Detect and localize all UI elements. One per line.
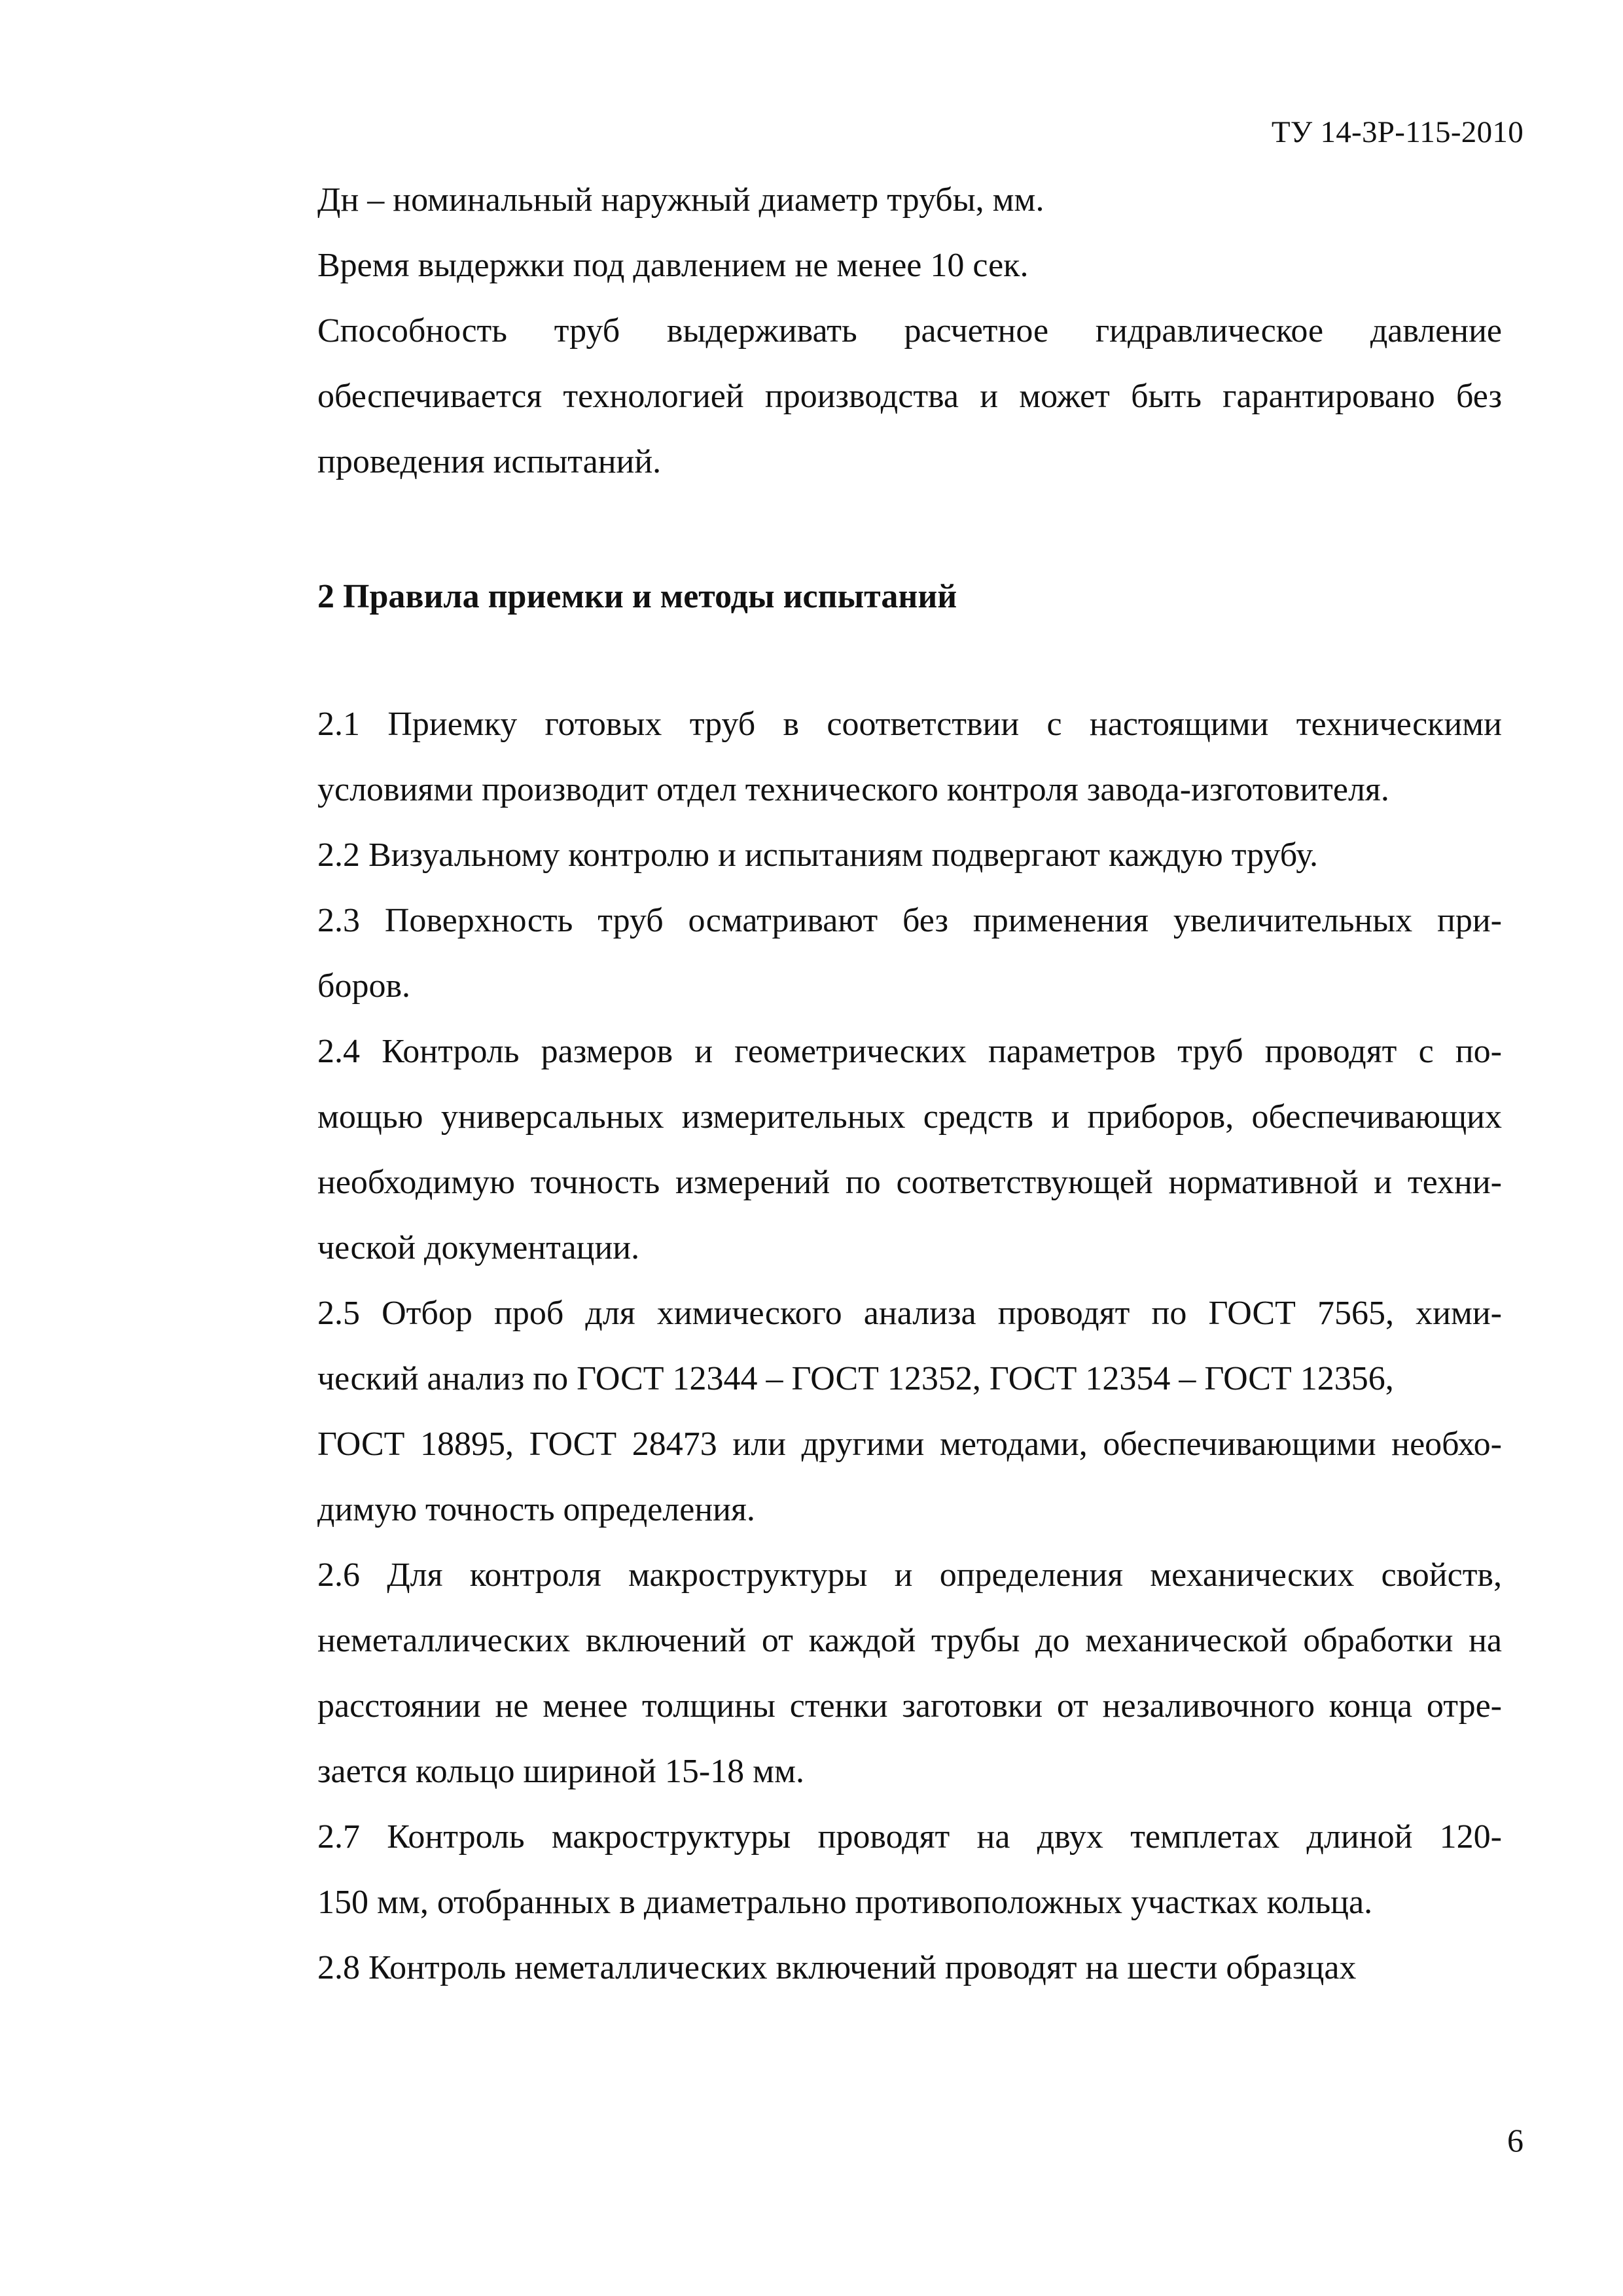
paragraph-pressure-capability bbox=[218, 298, 1502, 495]
text-line: 2.6 Для контроля макроструктуры и определения механических свойств, bbox=[317, 1556, 1502, 1594]
text-line: 2.3 Поверхность труб осматривают без применения увеличительных при- bbox=[317, 902, 1502, 939]
paragraph-2-7 bbox=[218, 1804, 1502, 1935]
text-line: димую точность определения. bbox=[317, 1491, 755, 1528]
text-line: 2.7 Контроль макроструктуры проводят на двух темплетах длиной 120- bbox=[317, 1818, 1502, 1856]
text-line: обеспечивается технологией производства и может быть гарантировано без bbox=[317, 378, 1502, 415]
text-line: 2.4 Контроль размеров и геометрических параметров труб проводят с по- bbox=[317, 1033, 1502, 1070]
text-line: неметаллических включений от каждой трубы до механической обработки на bbox=[317, 1622, 1502, 1659]
text-line: мощью универсальных измерительных средств и приборов, обеспечивающих bbox=[317, 1098, 1502, 1136]
paragraph-2-2 bbox=[218, 823, 1502, 888]
text-line: 2.1 Приемку готовых труб в соответствии с настоящими техническими bbox=[317, 706, 1502, 743]
section-heading: 2 Правила приемки и методы испытаний bbox=[317, 578, 957, 615]
document-code: ТУ 14-3Р-115-2010 bbox=[1271, 115, 1524, 149]
text-line: расстоянии не менее толщины стенки заготовки от незаливочного конца отре- bbox=[317, 1687, 1502, 1725]
text-line: зается кольцо шириной 15-18 мм. bbox=[317, 1753, 804, 1790]
text-line: Время выдержки под давлением не менее 10 сек. bbox=[317, 247, 1029, 284]
spacer bbox=[218, 495, 1502, 564]
paragraph-nominal-diameter bbox=[218, 168, 1502, 233]
text-line: 2.2 Визуальному контролю и испытаниям подвергают каждую трубу. bbox=[317, 836, 1319, 874]
text-line: Дн – номинальный наружный диаметр трубы, мм. bbox=[317, 181, 1044, 219]
text-line: 2.5 Отбор проб для химического анализа проводят по ГОСТ 7565, хими- bbox=[317, 1295, 1502, 1332]
spacer bbox=[218, 630, 1502, 692]
text-line: необходимую точность измерений по соответствующей нормативной и техни- bbox=[317, 1164, 1502, 1201]
text-line: проведения испытаний. bbox=[317, 443, 662, 480]
paragraph-2-6 bbox=[218, 1543, 1502, 1804]
text-line: ческий анализ по ГОСТ 12344 – ГОСТ 12352, ГОСТ 12354 – ГОСТ 12356, bbox=[317, 1360, 1394, 1397]
document-body bbox=[218, 168, 1502, 2001]
text-line: ГОСТ 18895, ГОСТ 28473 или другими методами, обеспечивающими необхо- bbox=[317, 1426, 1502, 1463]
text-line: боров. bbox=[317, 967, 411, 1005]
paragraph-2-4 bbox=[218, 1019, 1502, 1281]
text-line: ческой документации. bbox=[317, 1229, 640, 1266]
paragraph-2-1 bbox=[218, 692, 1502, 823]
paragraph-2-5 bbox=[218, 1281, 1502, 1543]
paragraph-2-3 bbox=[218, 888, 1502, 1019]
paragraph-2-8 bbox=[218, 1935, 1502, 2001]
text-line: условиями производит отдел технического контроля завода-изготовителя. bbox=[317, 771, 1389, 808]
text-line: 150 мм, отобранных в диаметрально противоположных участках кольца. bbox=[317, 1884, 1373, 1921]
paragraph-hold-time bbox=[218, 233, 1502, 298]
text-line: 2.8 Контроль неметаллических включений проводят на шести образцах bbox=[317, 1949, 1357, 1986]
text-line: Способность труб выдерживать расчетное гидравлическое давление bbox=[317, 312, 1502, 350]
page-number: 6 bbox=[1507, 2122, 1524, 2159]
